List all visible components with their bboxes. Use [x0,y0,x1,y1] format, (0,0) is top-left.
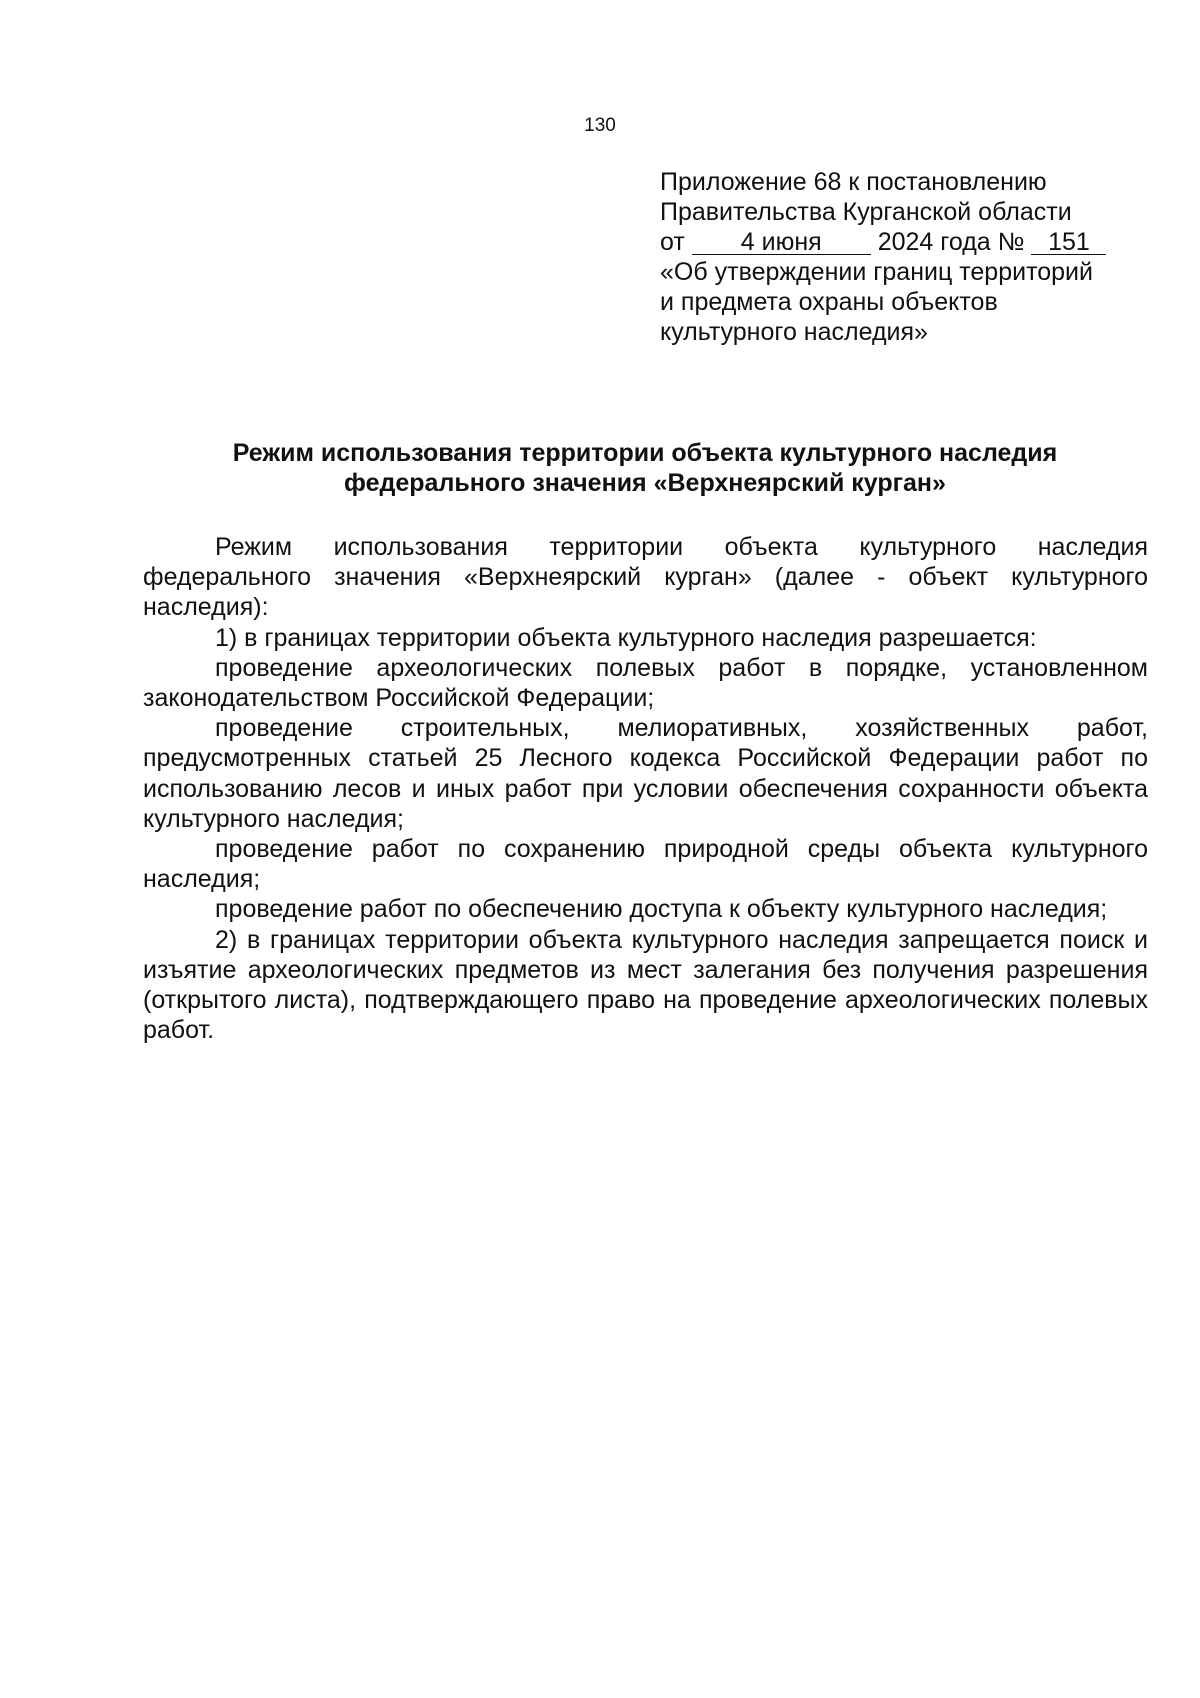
paragraph-prohibited: 2) в границах территории объекта культурного наследия запрещается поиск и изъятие археологических предметов из мест залегания без получения разрешения (открытого листа), подтверждающего право на проведение археологических полевых работ. [143,925,1148,1045]
appendix-line-5: и предмета охраны объектов [660,288,998,316]
appendix-line-1: Приложение 68 к постановлению [660,168,1047,196]
resolution-date: 4 июня [692,230,871,255]
appendix-line-3 [660,227,1160,257]
paragraph-permitted-item: проведение работ по обеспечению доступа к объекту культурного наследия; [215,895,1108,924]
paragraph-intro: Режим использования территории объекта культурного наследия федерального значения «Верхнеярский курган» (далее - объект культурного наследия): [143,533,1148,622]
appendix-year-label: 2024 года № [877,228,1025,256]
resolution-number: 151 [1031,230,1106,255]
page-number: 130 [584,115,616,136]
paragraph-permitted-item: проведение строительных, мелиоративных, хозяйственных работ, предусмотренных статьей 25 Лесного кодекса Российской Федерации работ по использованию лесов и иных работ при условии обеспечения сохранности объекта культурного наследия; [143,714,1148,833]
paragraph-permitted-heading: 1) в границах территории объекта культурного наследия разрешается: [215,623,1037,652]
appendix-line-6: культурного наследия» [660,318,928,346]
title-line-1: Режим использования территории объекта культурного наследия [232,439,1058,467]
appendix-line-4: «Об утверждении границ территорий [660,258,1093,286]
appendix-date-prefix: от [660,228,685,256]
title-line-2: федерального значения «Верхнеярский курган» [344,469,946,497]
paragraph-permitted-item: проведение работ по сохранению природной среды объекта культурного наследия; [143,835,1148,894]
document-title [140,438,1150,498]
document-body [143,532,1148,1045]
paragraph-permitted-item: проведение археологических полевых работ в порядке, установленном законодательством Российской Федерации; [143,653,1148,713]
appendix-line-2: Правительства Курганской области [660,198,1072,226]
appendix-header [660,167,1160,347]
